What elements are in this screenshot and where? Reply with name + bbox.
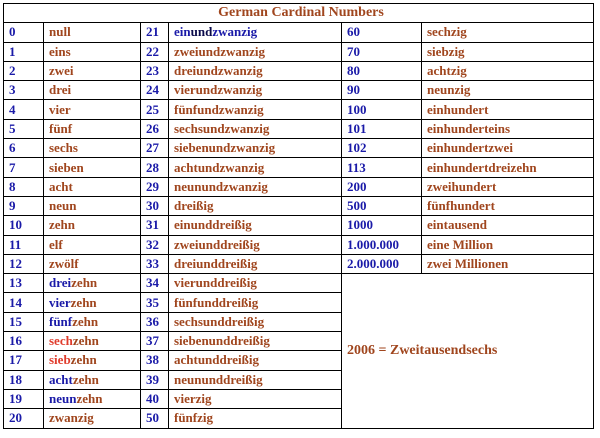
word-cell-a: zwölf	[44, 254, 141, 273]
word-cell-b: siebenundzwanzig	[169, 139, 342, 158]
word-cell-a: zehn	[44, 216, 141, 235]
table-row	[4, 235, 594, 254]
word-part-suffix: zehn	[70, 294, 97, 310]
table-row	[4, 23, 594, 42]
word-part-und: und	[190, 24, 213, 40]
word-cell-c: einhundertzwei	[422, 139, 594, 158]
number-cell-c: 102	[342, 139, 422, 158]
number-cell-b: 31	[141, 216, 169, 235]
word-part-prefix: drei	[49, 275, 72, 291]
word-cell-c: zwei Millionen	[422, 254, 594, 273]
number-cell-b: 21	[141, 23, 169, 42]
word-cell-c: siebzig	[422, 42, 594, 61]
number-cell-a: 13	[4, 274, 44, 293]
number-cell-c: 2.000.000	[342, 254, 422, 273]
word-part-suffix: zehn	[76, 391, 103, 407]
number-cell-b: 35	[141, 293, 169, 312]
title-row	[4, 4, 594, 23]
table-row	[4, 61, 594, 80]
word-part-suffix: zehn	[70, 352, 97, 368]
number-cell-c: 500	[342, 196, 422, 215]
number-cell-a: 20	[4, 409, 44, 428]
word-cell-b: neununddreißig	[169, 370, 342, 389]
number-cell-a: 14	[4, 293, 44, 312]
table-row	[4, 119, 594, 138]
number-cell-a: 2	[4, 61, 44, 80]
number-cell-a: 9	[4, 196, 44, 215]
word-cell-a: null	[44, 23, 141, 42]
number-cell-c: 90	[342, 81, 422, 100]
word-cell-a	[44, 274, 141, 293]
word-cell-b	[169, 23, 342, 42]
number-cell-a: 17	[4, 351, 44, 370]
german-numbers-table	[3, 3, 594, 429]
number-cell-a: 6	[4, 139, 44, 158]
number-cell-a: 7	[4, 158, 44, 177]
table-row	[4, 216, 594, 235]
number-cell-b: 39	[141, 370, 169, 389]
number-cell-a: 4	[4, 100, 44, 119]
word-cell-a	[44, 312, 141, 331]
word-cell-a: elf	[44, 235, 141, 254]
word-cell-b: einunddreißig	[169, 216, 342, 235]
table-row	[4, 139, 594, 158]
word-cell-b: sechsunddreißig	[169, 312, 342, 331]
word-cell-c: fünfhundert	[422, 196, 594, 215]
word-cell-a: neun	[44, 196, 141, 215]
word-cell-c: einhundert	[422, 100, 594, 119]
word-cell-a	[44, 389, 141, 408]
word-part-suffix: zehn	[72, 371, 99, 387]
word-cell-b: achtunddreißig	[169, 351, 342, 370]
number-cell-a: 15	[4, 312, 44, 331]
word-cell-b: dreiundzwanzig	[169, 61, 342, 80]
word-cell-b: fünfzig	[169, 409, 342, 428]
number-cell-c: 200	[342, 177, 422, 196]
word-cell-c: zweihundert	[422, 177, 594, 196]
number-cell-b: 22	[141, 42, 169, 61]
number-cell-b: 25	[141, 100, 169, 119]
number-cell-b: 38	[141, 351, 169, 370]
word-cell-a: drei	[44, 81, 141, 100]
number-cell-b: 36	[141, 312, 169, 331]
word-cell-a: zwei	[44, 61, 141, 80]
table-row	[4, 100, 594, 119]
table-row	[4, 196, 594, 215]
word-cell-b: siebenunddreißig	[169, 332, 342, 351]
number-cell-b: 40	[141, 389, 169, 408]
word-cell-b: dreißig	[169, 196, 342, 215]
word-part-prefix: neun	[49, 391, 77, 407]
numbers-table-body	[4, 4, 594, 429]
word-part-suffix: zehn	[72, 333, 99, 349]
number-cell-c: 101	[342, 119, 422, 138]
word-cell-c: eintausend	[422, 216, 594, 235]
word-cell-c: neunzig	[422, 81, 594, 100]
word-part-prefix: acht	[49, 371, 73, 387]
word-part-suffix: zehn	[72, 313, 99, 329]
example-cell: 2006 = Zweitausendsechs	[342, 274, 594, 428]
word-cell-a: acht	[44, 177, 141, 196]
word-cell-a	[44, 293, 141, 312]
number-cell-b: 33	[141, 254, 169, 273]
number-cell-b: 34	[141, 274, 169, 293]
number-cell-b: 27	[141, 139, 169, 158]
number-cell-b: 24	[141, 81, 169, 100]
number-cell-b: 26	[141, 119, 169, 138]
numbers-table-wrapper	[3, 3, 594, 429]
number-cell-a: 0	[4, 23, 44, 42]
word-part-prefix: sech	[49, 333, 73, 349]
table-row	[4, 81, 594, 100]
word-cell-a	[44, 332, 141, 351]
number-cell-a: 8	[4, 177, 44, 196]
number-cell-b: 23	[141, 61, 169, 80]
number-cell-a: 19	[4, 389, 44, 408]
number-cell-b: 30	[141, 196, 169, 215]
word-cell-b: neunundzwanzig	[169, 177, 342, 196]
number-cell-c: 1000	[342, 216, 422, 235]
number-cell-b: 37	[141, 332, 169, 351]
table-row	[4, 158, 594, 177]
number-cell-b: 32	[141, 235, 169, 254]
number-cell-a: 1	[4, 42, 44, 61]
word-cell-a: zwanzig	[44, 409, 141, 428]
word-part-prefix: vier	[49, 294, 71, 310]
number-cell-c: 1.000.000	[342, 235, 422, 254]
word-part-prefix: fünf	[49, 313, 73, 329]
table-row	[4, 274, 594, 293]
number-cell-c: 113	[342, 158, 422, 177]
number-cell-c: 70	[342, 42, 422, 61]
number-cell-a: 16	[4, 332, 44, 351]
word-cell-b: zweiundzwanzig	[169, 42, 342, 61]
number-cell-b: 29	[141, 177, 169, 196]
word-cell-a	[44, 370, 141, 389]
word-cell-c: einhunderteins	[422, 119, 594, 138]
word-cell-b: zweiunddreißig	[169, 235, 342, 254]
word-cell-a: vier	[44, 100, 141, 119]
word-cell-c: eine Million	[422, 235, 594, 254]
number-cell-a: 11	[4, 235, 44, 254]
number-cell-c: 100	[342, 100, 422, 119]
word-part-ending: zwanzig	[212, 24, 258, 40]
table-title: German Cardinal Numbers	[4, 4, 594, 23]
word-cell-a: eins	[44, 42, 141, 61]
word-cell-c: einhundertdreizehn	[422, 158, 594, 177]
word-cell-b: vierzig	[169, 389, 342, 408]
word-cell-a	[44, 351, 141, 370]
word-part-prefix: sieb	[49, 352, 71, 368]
number-cell-c: 60	[342, 23, 422, 42]
word-cell-c: achtzig	[422, 61, 594, 80]
number-cell-a: 18	[4, 370, 44, 389]
table-row	[4, 42, 594, 61]
word-cell-b: vierundzwanzig	[169, 81, 342, 100]
word-cell-b: sechsundzwanzig	[169, 119, 342, 138]
table-row	[4, 254, 594, 273]
word-part-suffix: zehn	[71, 275, 98, 291]
number-cell-a: 10	[4, 216, 44, 235]
number-cell-c: 80	[342, 61, 422, 80]
word-cell-a: sechs	[44, 139, 141, 158]
word-cell-c: sechzig	[422, 23, 594, 42]
number-cell-a: 12	[4, 254, 44, 273]
word-cell-b: vierunddreißig	[169, 274, 342, 293]
number-cell-a: 3	[4, 81, 44, 100]
word-cell-b: dreiunddreißig	[169, 254, 342, 273]
number-cell-b: 50	[141, 409, 169, 428]
word-cell-a: fünf	[44, 119, 141, 138]
word-cell-b: achtundzwanzig	[169, 158, 342, 177]
number-cell-a: 5	[4, 119, 44, 138]
word-cell-b: fünfunddreißig	[169, 293, 342, 312]
word-cell-a: sieben	[44, 158, 141, 177]
word-cell-b: fünfundzwanzig	[169, 100, 342, 119]
number-cell-b: 28	[141, 158, 169, 177]
word-part-stem: ein	[174, 24, 191, 40]
table-row	[4, 177, 594, 196]
